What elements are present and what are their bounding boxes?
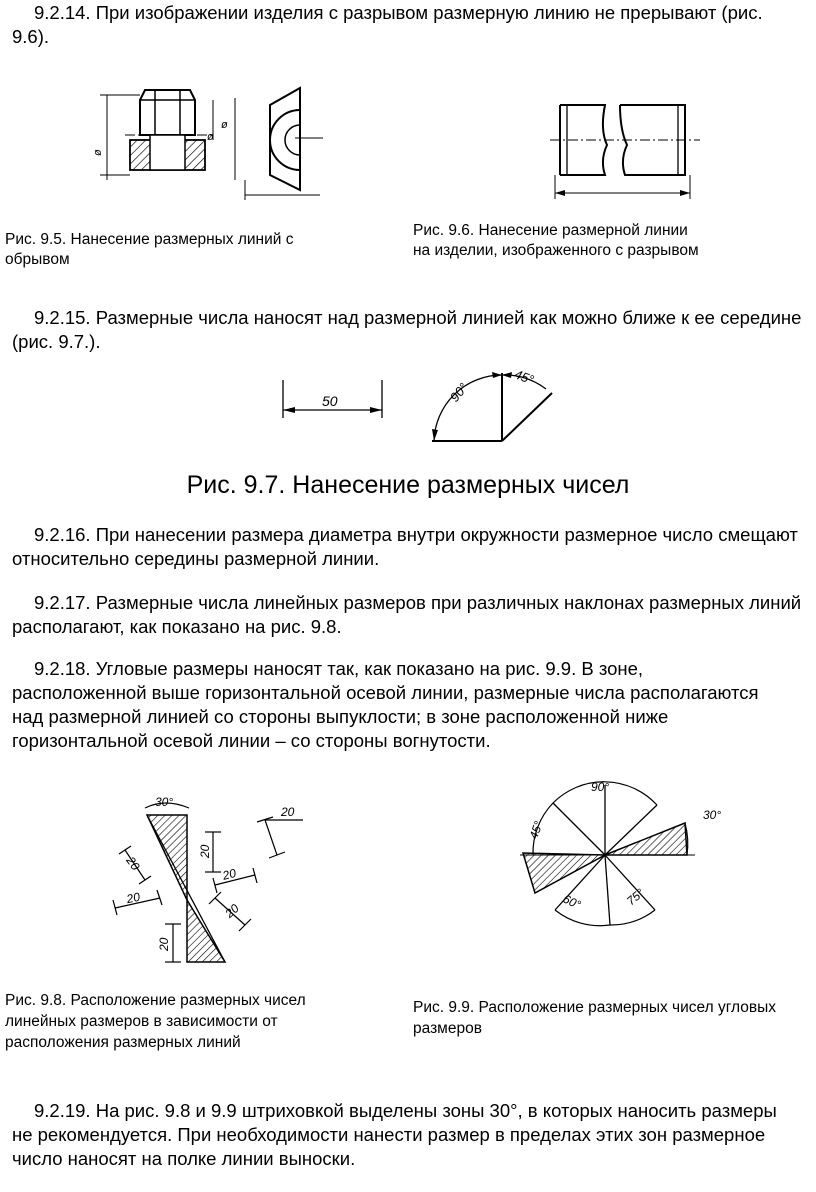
figure-9-5-drawing	[92, 80, 325, 200]
figure-9-7-linear	[280, 378, 390, 428]
fig-9-9-angle-45: 45°	[526, 819, 546, 842]
dim-group-1	[119, 846, 151, 884]
svg-text:20: 20	[125, 889, 142, 907]
dim-group-6	[209, 892, 251, 931]
fig-9-9-angle-30: 30°	[703, 808, 722, 822]
svg-text:20: 20	[123, 853, 143, 873]
fig-9-9-angle-75: 75°	[623, 885, 647, 909]
figure-9-7-angular	[420, 365, 560, 450]
svg-text:20: 20	[198, 844, 212, 858]
fig-9-8-angle-30: 30°	[155, 795, 174, 809]
caption-fig-9-7: Рис. 9.7. Нанесение размерных чисел	[186, 471, 630, 499]
svg-text:20: 20	[221, 865, 238, 883]
svg-text:ø: ø	[221, 119, 228, 131]
figure-9-8-drawing	[105, 790, 315, 970]
svg-text:20: 20	[222, 901, 242, 921]
paragraph-9-2-16: 9.2.16. При нанесении размера диаметра внутри окружности размерное число смещают относительно середины размерной линии.	[12, 524, 798, 569]
dim-group-2	[113, 890, 162, 915]
figure-9-9-drawing	[515, 775, 735, 935]
angle-45-label: 45°	[512, 366, 536, 388]
svg-text:20: 20	[157, 937, 171, 951]
paragraph-9-2-15: 9.2.15. Размерные числа наносят над размерной линией как можно ближе к ее середине (рис. 9.7.).	[12, 307, 802, 352]
figure-9-6-drawing	[545, 95, 705, 205]
angle-90-label: 90°	[446, 380, 471, 405]
svg-text:20: 20	[281, 805, 295, 819]
fig-9-9-angle-60: 60°	[560, 891, 584, 913]
dim-group-4	[198, 832, 221, 872]
caption-fig-9-6: Рис. 9.6. Нанесение размерной линии на изделии, изображенного с разрывом	[413, 222, 699, 259]
caption-fig-9-5: Рис. 9.5. Нанесение размерных линий с обрывом	[5, 231, 294, 268]
svg-text:ø: ø	[207, 131, 214, 143]
caption-fig-9-9: Рис. 9.9. Расположение размерных чисел угловых размеров	[413, 999, 776, 1037]
caption-fig-9-8: Рис. 9.8. Расположение размерных чисел линейных размеров в зависимости от расположения размерных линий	[5, 992, 306, 1051]
paragraph-9-2-18: 9.2.18. Угловые размеры наносят так, как показано на рис. 9.9. В зоне, расположенной выше горизонтальной осевой линии, размерные числа располагаются над размерной линией со стороны выпуклости; в зоне расположенной ниже горизонтальной осевой линии – со стороны вогнутости.	[12, 658, 759, 751]
dim-group-7	[257, 805, 303, 858]
paragraph-9-2-17: 9.2.17. Размерные числа линейных размеров при различных наклонах размерных линий располагают, как показано на рис. 9.8.	[12, 592, 802, 637]
fig-9-9-angle-90: 90°	[591, 780, 610, 794]
paragraph-9-2-19: 9.2.19. На рис. 9.8 и 9.9 штриховкой выделены зоны 30°, в которых наносить размеры не рекомендуется. При необходимости нанести размер в пределах этих зон размерное число наносят на полке линии выноски.	[12, 1100, 777, 1169]
svg-text:ø: ø	[92, 149, 104, 156]
paragraph-9-2-14: 9.2.14. При изображении изделия с разрывом размерную линию не прерывают (рис. 9.6).	[12, 2, 763, 47]
dim-group-5	[213, 866, 257, 893]
dim-group-3	[157, 924, 181, 962]
linear-dim-50: 50	[322, 393, 338, 409]
